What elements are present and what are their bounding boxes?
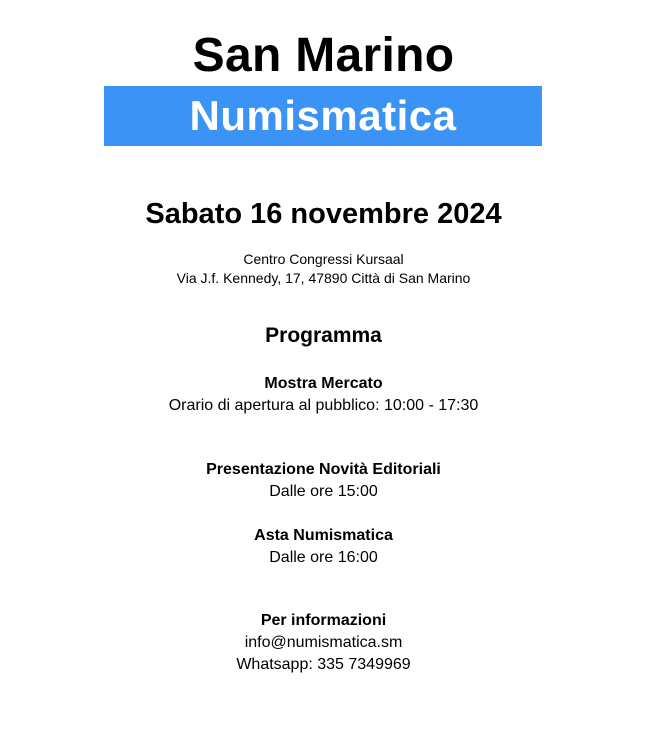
event-date: Sabato 16 novembre 2024 <box>145 198 502 230</box>
venue-block <box>0 250 647 288</box>
program-item-title: Mostra Mercato <box>264 375 383 392</box>
program-item-asta <box>0 525 647 569</box>
venue-address: Via J.f. Kennedy, 17, 47890 Città di San Marino <box>176 270 471 286</box>
program-item-mostra-mercato <box>0 373 647 417</box>
program-item-detail: Orario di apertura al pubblico: 10:00 - 17:30 <box>168 397 479 414</box>
brand-banner: Numismatica <box>104 86 542 146</box>
program-item-title: Presentazione Novità Editoriali <box>206 461 441 478</box>
contact-email-link[interactable]: info@numismatica.sm <box>244 634 403 651</box>
programma-heading: Programma <box>265 324 382 347</box>
contact-whatsapp: Whatsapp: 335 7349969 <box>236 656 411 673</box>
page-title: San Marino <box>192 29 455 82</box>
program-item-title: Asta Numismatica <box>254 527 393 544</box>
program-item-detail: Dalle ore 15:00 <box>269 483 378 500</box>
program-item-detail: Dalle ore 16:00 <box>269 549 378 566</box>
program-item-novita-editoriali <box>0 459 647 503</box>
venue-name: Centro Congressi Kursaal <box>243 251 404 267</box>
contact-heading: Per informazioni <box>260 612 387 629</box>
contact-block <box>0 610 647 676</box>
